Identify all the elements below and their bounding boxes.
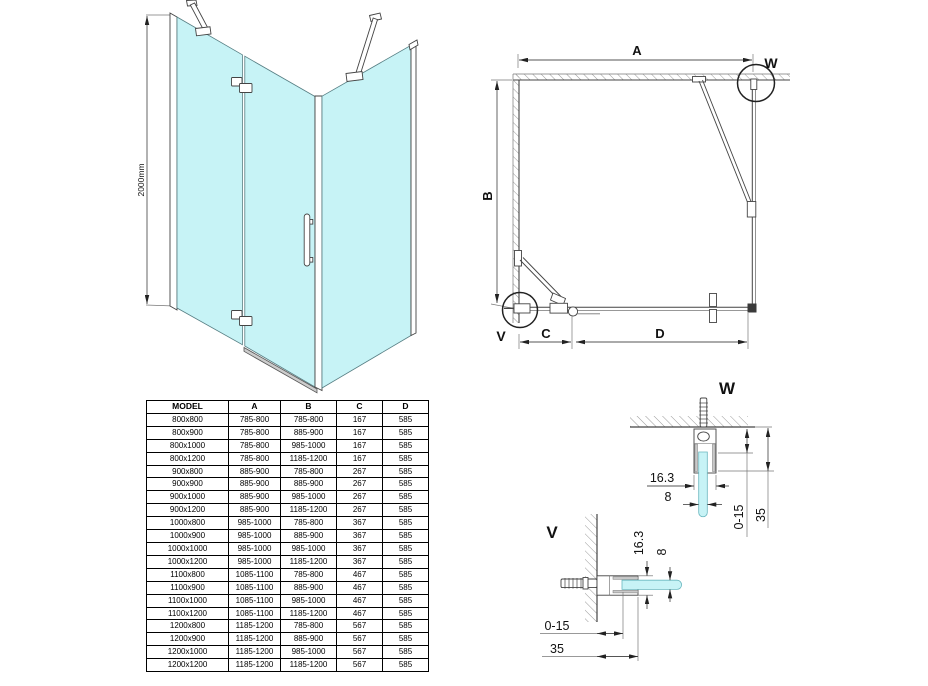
table-cell: 1185-1200 [281,607,337,620]
table-cell: 985-1000 [229,542,281,555]
table-cell: 585 [383,568,429,581]
table-cell: 885-900 [229,504,281,517]
detail-w-height-dim [718,428,774,528]
table-row [147,517,429,530]
table-cell: 167 [337,413,383,426]
table-cell: 1200x1000 [147,646,229,659]
table-row [147,581,429,594]
table-cell: 1085-1100 [229,581,281,594]
spec-table-header-c: C [337,401,383,414]
table-cell: 785-800 [281,568,337,581]
plan-wall-left [513,74,519,323]
table-cell: 585 [383,478,429,491]
table-cell: 785-800 [281,413,337,426]
plan-wall-profile [514,304,530,313]
side-panel-edge-profile [411,42,416,336]
table-cell: 585 [383,646,429,659]
plan-wall-top [513,74,790,80]
table-cell: 1185-1200 [281,452,337,465]
table-cell: 800x1000 [147,439,229,452]
dim-b-label: B [480,191,495,201]
spec-table-header-d: D [383,401,429,414]
table-cell: 567 [337,646,383,659]
side-panel-glass [322,45,411,388]
plan-corner-bracket [748,304,757,313]
dim-d-label: D [655,326,665,341]
table-cell: 585 [383,594,429,607]
dim-c-label: C [541,326,551,341]
table-cell: 585 [383,530,429,543]
table-cell: 1185-1200 [229,646,281,659]
table-row [147,465,429,478]
detail-w-height-value: 35 [754,508,768,522]
dim-a [518,43,753,72]
table-cell: 885-900 [281,581,337,594]
plan-brace-left [515,251,566,306]
height-dimension-label: 2000mm [136,163,146,197]
table-cell: 167 [337,439,383,452]
table-cell: 367 [337,555,383,568]
table-cell: 467 [337,607,383,620]
table-row [147,542,429,555]
table-cell: 585 [383,620,429,633]
table-cell: 785-800 [281,517,337,530]
detail-w-adjust-dim [718,429,753,537]
table-cell: 785-800 [229,452,281,465]
detail-w [630,379,774,537]
table-cell: 1185-1200 [229,633,281,646]
table-cell: 1100x1000 [147,594,229,607]
table-cell: 1100x1200 [147,607,229,620]
detail-v [540,514,682,661]
detail-w-glass-thickness-value: 8 [664,490,672,504]
detail-w-glass-pane [699,452,708,517]
table-cell: 1185-1200 [281,659,337,672]
dim-d [576,313,748,349]
table-cell: 985-1000 [229,530,281,543]
detail-w-profile-width-dim [647,471,729,490]
table-cell: 985-1000 [229,555,281,568]
iso-view [136,0,418,393]
detail-v-glass-thickness-dim [655,548,670,602]
spec-table-header-model: MODEL [147,401,229,414]
table-cell: 985-1000 [281,542,337,555]
table-cell: 900x1200 [147,504,229,517]
table-cell: 785-800 [229,413,281,426]
table-cell: 785-800 [281,465,337,478]
table-row [147,620,429,633]
table-cell: 585 [383,465,429,478]
spec-table [146,400,429,672]
table-cell: 1185-1200 [229,659,281,672]
table-cell: 785-800 [229,426,281,439]
table-row [147,478,429,491]
table-row [147,555,429,568]
table-cell: 985-1000 [281,439,337,452]
table-cell: 1185-1200 [281,555,337,568]
table-cell: 985-1000 [281,491,337,504]
table-cell: 585 [383,504,429,517]
table-row [147,594,429,607]
plan-side-panel [751,79,757,310]
table-cell: 1185-1200 [229,620,281,633]
table-cell: 900x1000 [147,491,229,504]
table-cell: 267 [337,478,383,491]
table-cell: 1000x900 [147,530,229,543]
table-row [147,633,429,646]
table-row [147,504,429,517]
table-cell: 885-900 [229,465,281,478]
detail-v-width-value: 35 [550,642,564,656]
detail-v-profile-depth-dim [632,531,653,609]
dim-b [480,80,512,308]
table-cell: 1185-1200 [281,504,337,517]
table-cell: 585 [383,659,429,672]
table-cell: 885-900 [281,530,337,543]
table-row [147,568,429,581]
table-cell: 567 [337,633,383,646]
table-cell: 567 [337,620,383,633]
table-cell: 585 [383,517,429,530]
table-cell: 585 [383,439,429,452]
table-cell: 585 [383,581,429,594]
table-row [147,646,429,659]
table-cell: 885-900 [281,426,337,439]
table-cell: 1100x800 [147,568,229,581]
table-cell: 885-900 [281,633,337,646]
table-row [147,452,429,465]
table-cell: 1000x1200 [147,555,229,568]
table-cell: 585 [383,426,429,439]
table-cell: 367 [337,530,383,543]
table-cell: 367 [337,542,383,555]
table-cell: 267 [337,465,383,478]
table-cell: 785-800 [229,439,281,452]
spec-table-header-row [147,401,429,414]
dim-c [519,315,572,349]
detail-v-adjust-value: 0-15 [544,619,570,633]
table-cell: 1085-1100 [229,568,281,581]
detail-w-adjust-value: 0-15 [732,504,746,530]
table-cell: 567 [337,659,383,672]
table-row [147,426,429,439]
height-dimension [136,15,174,306]
detail-v-profile-depth-value: 16.3 [632,530,646,556]
detail-v-adjust-dim [540,592,623,639]
detail-v-glass-pane [622,580,682,589]
plan-view [480,43,790,349]
detail-circle-w-label: W [764,55,778,71]
table-cell: 985-1000 [281,594,337,607]
detail-circle-v-label: V [496,328,506,344]
table-cell: 467 [337,581,383,594]
plan-brace-right [693,77,756,218]
table-cell: 585 [383,633,429,646]
table-cell: 985-1000 [229,517,281,530]
table-row [147,659,429,672]
table-cell: 1100x900 [147,581,229,594]
detail-w-title: W [718,379,736,398]
table-cell: 885-900 [229,478,281,491]
table-cell: 800x1200 [147,452,229,465]
table-cell: 900x800 [147,465,229,478]
dim-a-label: A [632,43,642,58]
detail-w-glass-thickness-dim [665,490,722,505]
fixed-panel-glass [177,17,242,345]
table-cell: 585 [383,555,429,568]
table-cell: 1085-1100 [229,594,281,607]
table-row [147,607,429,620]
table-cell: 467 [337,594,383,607]
table-row [147,491,429,504]
table-cell: 785-800 [281,620,337,633]
table-cell: 167 [337,452,383,465]
corner-post [315,96,322,391]
table-cell: 585 [383,413,429,426]
table-cell: 1200x800 [147,620,229,633]
plan-door-handle [710,294,717,323]
table-cell: 900x900 [147,478,229,491]
table-cell: 585 [383,491,429,504]
plan-door-hinge [568,307,577,316]
table-cell: 1200x900 [147,633,229,646]
table-cell: 585 [383,607,429,620]
table-cell: 267 [337,504,383,517]
table-cell: 1200x1200 [147,659,229,672]
table-cell: 1000x800 [147,517,229,530]
table-cell: 800x900 [147,426,229,439]
spec-table-header-b: B [281,401,337,414]
table-cell: 800x800 [147,413,229,426]
table-cell: 1085-1100 [229,607,281,620]
wall-profile-strip [170,13,177,310]
table-cell: 585 [383,542,429,555]
table-cell: 167 [337,426,383,439]
spec-table-header-a: A [229,401,281,414]
detail-w-profile-width-value: 16.3 [649,471,675,485]
detail-w-mounting-screw [699,398,708,427]
detail-v-mounting-screw [561,578,597,590]
table-row [147,413,429,426]
table-cell: 267 [337,491,383,504]
table-row [147,530,429,543]
table-cell: 885-900 [281,478,337,491]
table-cell: 885-900 [229,491,281,504]
table-cell: 1000x1000 [147,542,229,555]
detail-v-wall [585,514,597,622]
table-cell: 985-1000 [281,646,337,659]
spec-table-body [147,413,429,671]
table-cell: 585 [383,452,429,465]
detail-v-glass-thickness-value: 8 [655,548,669,556]
table-cell: 467 [337,568,383,581]
table-cell: 367 [337,517,383,530]
detail-v-title: V [546,523,558,542]
plan-glass-clamp [550,303,568,313]
table-row [147,439,429,452]
